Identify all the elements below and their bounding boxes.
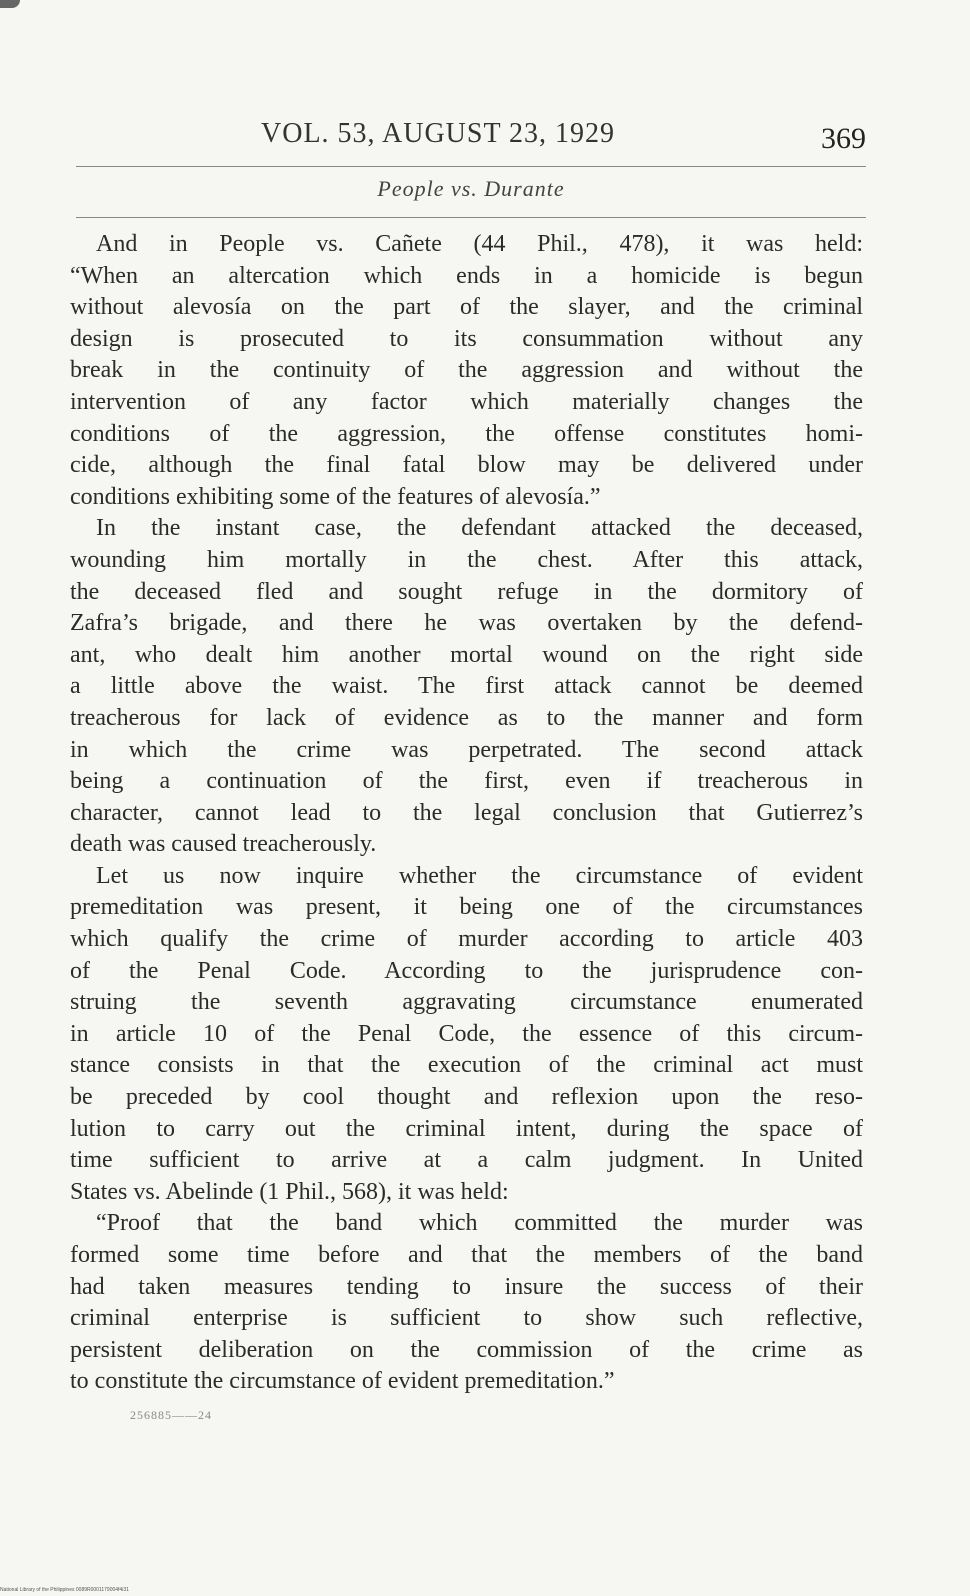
text-line: conditions exhibiting some of the features of alevosía.” bbox=[70, 483, 601, 510]
text-line: to constitute the circumstance of evident premeditation.” bbox=[70, 1368, 615, 1395]
text-line: ant, who dealt him another mortal wound on the right side bbox=[70, 641, 863, 668]
text-line: persistent deliberation on the commission of the crime as bbox=[70, 1336, 863, 1363]
text-line: “When an altercation which ends in a homicide is begun bbox=[70, 262, 863, 289]
text-line: stance consists in that the execution of the criminal act must bbox=[70, 1052, 863, 1079]
text-line: And in People vs. Cañete (44 Phil., 478), it was held: bbox=[96, 231, 863, 257]
text-line: of the Penal Code. According to the jurisprudence con- bbox=[70, 957, 863, 984]
page-header bbox=[76, 118, 866, 158]
text-line: wounding him mortally in the chest. After this attack, bbox=[70, 546, 863, 573]
text-line: formed some time before and that the members of the band bbox=[70, 1242, 863, 1268]
text-line: lution to carry out the criminal intent, during the space of bbox=[70, 1115, 863, 1142]
text-line: the deceased fled and sought refuge in the dormitory of bbox=[70, 578, 863, 605]
text-line: struing the seventh aggravating circumstance enumerated bbox=[70, 989, 863, 1016]
text-line: break in the continuity of the aggression and without the bbox=[70, 357, 863, 384]
volume-date: VOL. 53, AUGUST 23, 1929 bbox=[261, 118, 616, 149]
text-line: Zafra’s brigade, and there he was overtaken by the defend- bbox=[70, 610, 863, 637]
text-line: premeditation was present, it being one of the circumstances bbox=[70, 894, 863, 921]
text-line: without alevosía on the part of the slayer, and the criminal bbox=[70, 294, 863, 321]
text-line: had taken measures tending to insure the success of their bbox=[70, 1273, 863, 1300]
text-line: in which the crime was perpetrated. The second attack bbox=[70, 736, 863, 763]
text-line: being a continuation of the first, even if treacherous in bbox=[70, 768, 863, 795]
text-line: cide, although the final fatal blow may be delivered under bbox=[70, 452, 863, 479]
running-title: People vs. Durante bbox=[377, 176, 565, 201]
text-line: treacherous for lack of evidence as to the manner and form bbox=[70, 704, 863, 731]
text-line: design is prosecuted to its consummation without any bbox=[70, 325, 863, 352]
text-line: In the instant case, the defendant attacked the deceased, bbox=[96, 515, 863, 542]
text-line: in article 10 of the Penal Code, the essence of this circum- bbox=[70, 1020, 863, 1047]
text-line: conditions of the aggression, the offense constitutes homi- bbox=[70, 420, 863, 447]
scan-corner-mark bbox=[0, 0, 20, 8]
page-number: 369 bbox=[821, 122, 866, 155]
text-line: be preceded by cool thought and reflexion upon the reso- bbox=[70, 1084, 863, 1111]
text-line: character, cannot lead to the legal conclusion that Gutierrez’s bbox=[70, 799, 863, 826]
printer-imprint: 256885——24 bbox=[130, 1408, 212, 1422]
text-line: “Proof that the band which committed the murder was bbox=[96, 1210, 863, 1237]
scan-footer: National Library of the Philippines 0089R0001179004f4i31 bbox=[0, 1587, 129, 1593]
text-line: which qualify the crime of murder according to article 403 bbox=[70, 926, 863, 953]
text-line: criminal enterprise is sufficient to show such reflective, bbox=[70, 1305, 863, 1332]
text-line: death was caused treacherously. bbox=[70, 831, 377, 858]
header-rule-bottom bbox=[76, 217, 866, 218]
header-rule-top bbox=[76, 166, 866, 167]
text-line: a little above the waist. The first attack cannot be deemed bbox=[70, 673, 863, 700]
text-line: Let us now inquire whether the circumstance of evident bbox=[96, 862, 863, 889]
text-line: time sufficient to arrive at a calm judgment. In United bbox=[70, 1147, 863, 1174]
text-line: States vs. Abelinde (1 Phil., 568), it was held: bbox=[70, 1178, 509, 1205]
text-line: intervention of any factor which materially changes the bbox=[70, 388, 863, 415]
body-text bbox=[70, 229, 863, 1398]
